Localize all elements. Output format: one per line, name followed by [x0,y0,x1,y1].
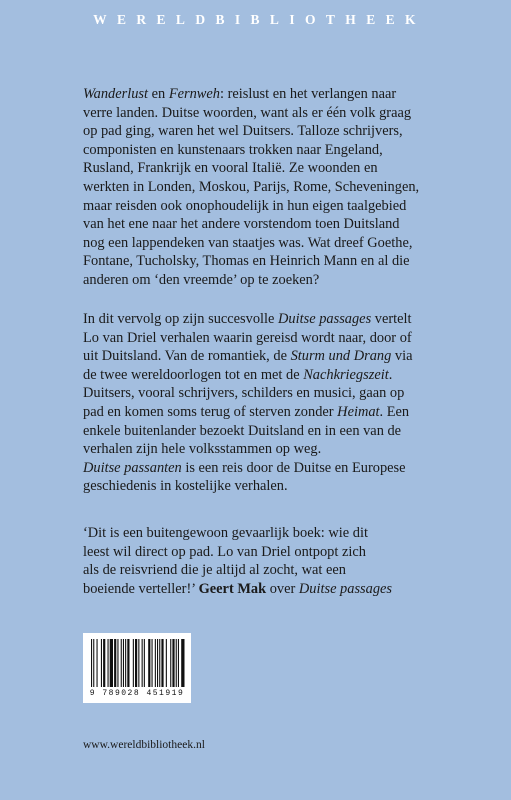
text-line: nog een lappendeken van staatjes was. Wat dreef Goethe, [83,234,413,251]
term-sturm-und-drang: Sturm und Drang [290,348,392,365]
barcode-bar [103,639,105,687]
barcode-bar [125,639,126,687]
barcode-bar [91,639,92,687]
text-line: de twee wereldoorlogen tot en met de Nachkriegszeit. [83,366,393,383]
blurb-paragraph-2 [83,310,488,496]
barcode-bar [93,639,94,687]
text-line: leest wil direct op pad. Lo van Driel ontpopt zich [83,543,366,560]
barcode-bar [157,639,158,687]
title-duitse-passanten: Duitse passanten [83,459,182,476]
text-line: anderen om ‘den vreemde’ op te zoeken? [83,271,320,288]
term-nachkriegszeit: Nachkriegszeit [303,366,389,383]
text-line: ‘Dit is een buitengewoon gevaarlijk boek: wie dit [83,525,368,541]
barcode-bar [148,639,150,687]
text-line: In dit vervolg op zijn succesvolle Duitse passages vertelt [83,311,412,327]
barcode-bar [127,639,129,687]
text-line: verre landen. Duitse woorden, want als er één volk graag [83,104,412,121]
barcode-bar [161,639,163,687]
term-fernweh: Fernweh [168,86,220,102]
title-duitse-passages: Duitse passages [278,311,372,327]
text-line: Duitsers, vooral schrijvers, schilders en musici, gaan op [83,385,405,402]
review-quote [83,524,488,598]
barcode-bar [178,639,179,687]
barcode-bar [114,639,116,687]
barcode-bar [135,639,137,687]
text-line: enkele buitenlander bezoekt Duitsland en in een van de [83,422,402,439]
barcode-bar [166,639,167,687]
text-line: werkten in Londen, Moskou, Parijs, Rome, Scheveningen, [83,178,420,195]
text-line: geschiedenis in kostelijke verhalen. [83,478,288,495]
barcode-digits: 9 789028 451919 [89,689,185,698]
barcode-bar [155,639,156,687]
text-line: Rusland, Frankrijk en vooral Italië. Ze woonden en [83,160,378,177]
barcode-bar [110,639,113,687]
text-line: van het ene naar het andere vorstendom toen Duitsland [83,216,400,233]
text-line: Wanderlust en Fernweh: reislust en het verlangen naar [83,86,397,102]
barcode-bar [97,639,98,687]
title-duitse-passages: Duitse passages [298,580,393,597]
text-line: pad en komen soms terug of sterven zonder Heimat. Een [83,403,410,420]
barcode-bar [121,639,122,687]
term-wanderlust: Wanderlust [83,86,149,102]
text-line: uit Duitsland. Van de romantiek, de Sturm und Drang via [83,348,413,365]
barcode-bar [123,639,124,687]
text-line: Lo van Driel verhalen waarin gereisd wordt naar, door of [83,329,412,346]
barcode-bar [144,639,145,687]
website-url: www.wereldbibliotheek.nl [83,739,205,751]
text-line: componisten en kunstenaars trokken naar Engeland, [83,141,383,158]
barcode-bar [159,639,160,687]
barcode [83,633,191,703]
text-line: boeiende verteller!’ Geert Mak over Duitse passages [83,580,393,597]
barcode-bar [176,639,177,687]
text-line: als de reisvriend die je altijd al zocht, wat een [83,562,346,579]
barcode-bars [83,633,191,691]
publisher-name: WERELDBIBLIOTHEEK [93,12,426,27]
text-line: maar reisden ook onophoudelijk in hun eigen taalgebied [83,197,407,214]
barcode-bar [117,639,118,687]
blurb-paragraph-1 [83,85,488,290]
barcode-bar [181,639,184,687]
quote-author: Geert Mak [198,580,267,597]
barcode-bar [152,639,153,687]
text-line: Duitse passanten is een reis door de Duitse en Europese [83,459,406,476]
text-line: Fontane, Tucholsky, Thomas en Heinrich Mann en al die [83,253,410,270]
term-heimat: Heimat [337,403,380,420]
barcode-bar [142,639,143,687]
barcode-bar [101,639,102,687]
barcode-bar [133,639,134,687]
barcode-bar [170,639,171,687]
text-line: op pad ging, waren het wel Duitsers. Talloze schrijvers, [83,123,403,140]
barcode-bar [138,639,139,687]
barcode-bar [108,639,109,687]
barcode-bar [172,639,174,687]
text-line: verhalen zijn hele volksstammen op weg. [83,441,322,458]
